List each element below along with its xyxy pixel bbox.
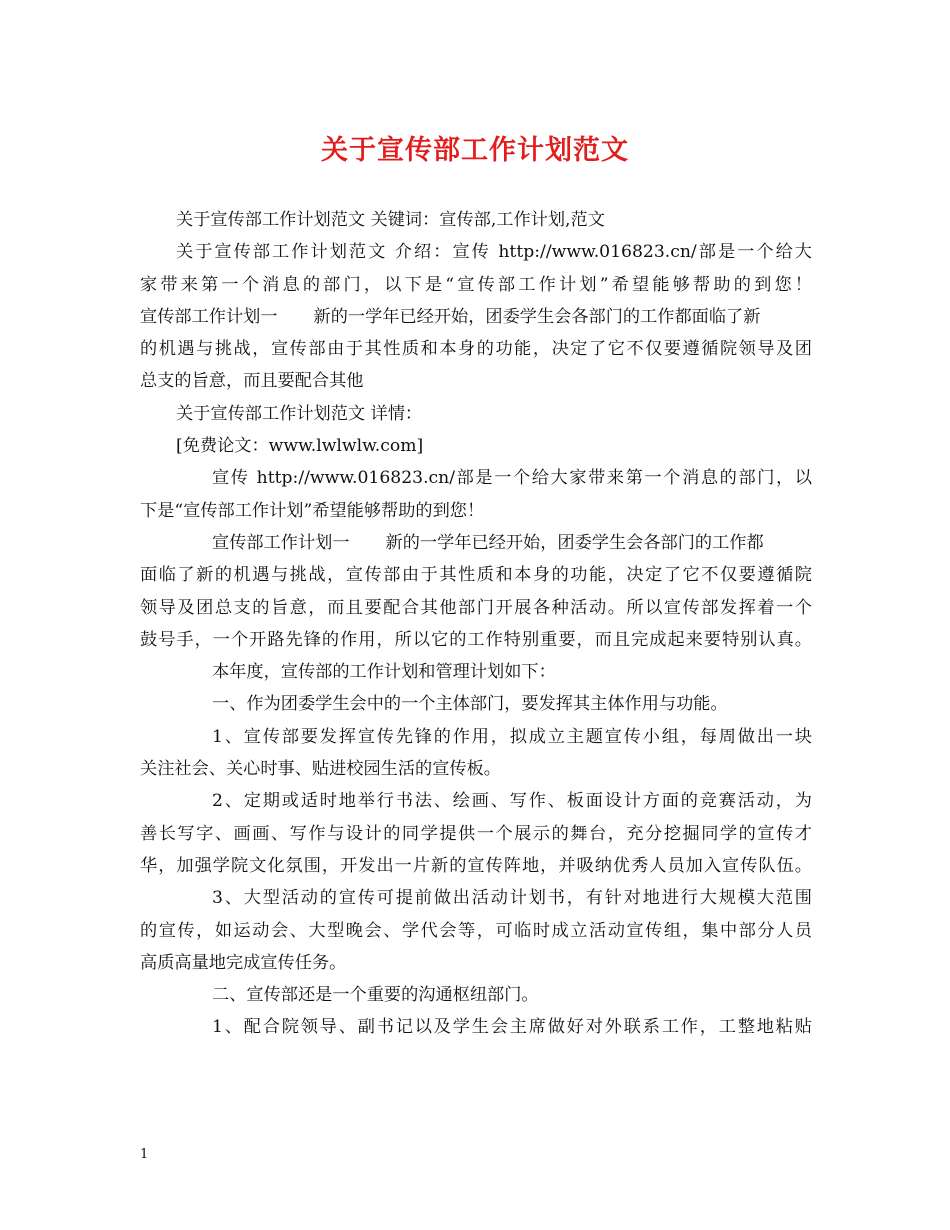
plan-heading-line — [140, 301, 812, 333]
text-line: 的机遇与挑战，宣传部由于其性质和本身的功能，决定了它不仅要遵循院领导及团 — [140, 339, 812, 360]
list-item: 1、宣传部要发挥宣传先锋的作用，拟成立主题宣传小组，每周做出一块 — [212, 726, 812, 747]
text-line: 鼓号手，一个开路先锋的作用，所以它的工作特别重要，而且完成起来要特别认真。 — [140, 629, 812, 650]
list-item: 3、大型活动的宣传可提前做出活动计划书，有针对地进行大规模大范围 — [212, 888, 812, 909]
text-line: 家带来第一个消息的部门，以下是“宣传部工作计划”希望能够帮助的到您！ — [140, 274, 812, 295]
text-line: 领导及团总支的旨意，而且要配合其他部门开展各种活动。所以宣传部发挥着一个 — [140, 597, 812, 618]
list-item: 2、定期或适时地举行书法、绘画、写作、板面设计方面的竞赛活动，为 — [212, 791, 812, 812]
text-line: 总支的旨意，而且要配合其他 — [140, 371, 364, 392]
plan-heading: 宣传部工作计划一 — [212, 532, 350, 553]
section-heading: 二、宣传部还是一个重要的沟通枢纽部门。 — [212, 985, 539, 1006]
intro-line: 关于宣传部工作计划范文 介绍：宣传 http://www.016823.cn/部是一个给大 — [176, 242, 812, 263]
text-line: 善长写字、画画、写作与设计的同学提供一个展示的舞台，充分挖掘同学的宣传才 — [140, 823, 812, 844]
section-heading: 一、作为团委学生会中的一个主体部门，要发挥其主体作用与功能。 — [212, 694, 728, 715]
list-item: 1、配合院领导、副书记以及学生会主席做好对外联系工作，工整地粘贴 — [212, 1017, 812, 1038]
text-line: 高质高量地完成宣传任务。 — [140, 952, 347, 973]
plan-heading: 宣传部工作计划一 — [140, 306, 278, 327]
document-body — [140, 204, 812, 1044]
page-number: 1 — [140, 1147, 149, 1162]
plan-text: 新的一学年已经开始，团委学生会各部门的工作都 — [385, 532, 764, 553]
text-line: 宣传 http://www.016823.cn/部是一个给大家带来第一个消息的部门，以 — [212, 468, 812, 489]
document-title: 关于宣传部工作计划范文 — [321, 135, 629, 166]
text-line: 本年度，宣传部的工作计划和管理计划如下： — [212, 662, 556, 683]
text-line: 华，加强学院文化氛围，开发出一片新的宣传阵地，并吸纳优秀人员加入宣传队伍。 — [140, 855, 812, 876]
plan-heading-line — [140, 527, 812, 559]
text-line: 的宣传，如运动会、大型晚会、学代会等，可临时成立活动宣传组，集中部分人员 — [140, 920, 812, 941]
text-line: 下是“宣传部工作计划”希望能够帮助的到您！ — [140, 500, 485, 521]
details-heading: 关于宣传部工作计划范文 详情： — [176, 403, 423, 424]
source-line: [免费论文：www.lwlwlw.com] — [176, 436, 424, 457]
keywords-line: 关于宣传部工作计划范文 关键词：宣传部,工作计划,范文 — [176, 210, 605, 230]
text-line: 面临了新的机遇与挑战，宣传部由于其性质和本身的功能，决定了它不仅要遵循院 — [140, 565, 812, 586]
text-line: 关注社会、关心时事、贴进校园生活的宣传板。 — [140, 759, 501, 780]
plan-text: 新的一学年已经开始，团委学生会各部门的工作都面临了新 — [313, 306, 761, 327]
